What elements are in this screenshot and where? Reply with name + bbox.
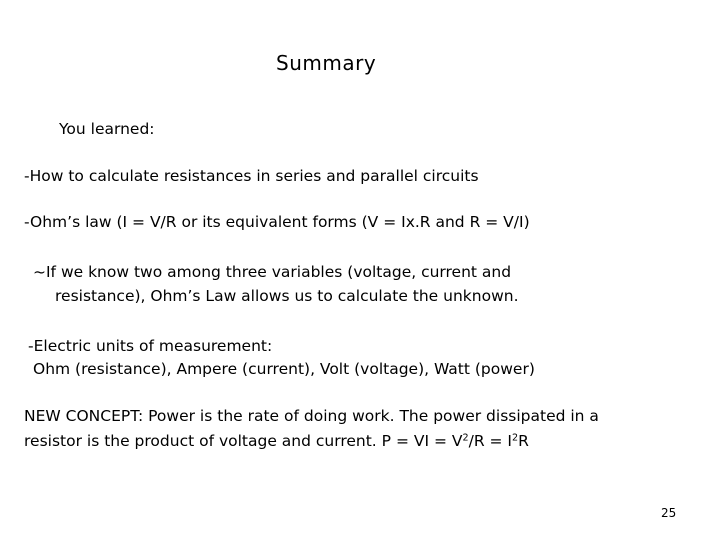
new-concept-line-2-text: resistor is the product of voltage and current. P = VI = V — [24, 432, 463, 450]
exponent-squared-1: 2 — [462, 432, 469, 444]
new-concept-line-1: NEW CONCEPT: Power is the rate of doing work. The power dissipated in a — [24, 407, 599, 425]
point-resistances: -How to calculate resistances in series and parallel circuits — [24, 167, 479, 185]
point-ohms-law: -Ohm’s law (I = V/R or its equivalent forms (V = Ix.R and R = V/I) — [24, 213, 530, 231]
formula-end: R — [518, 432, 529, 450]
slide-title: Summary — [276, 51, 377, 75]
units-list: Ohm (resistance), Ampere (current), Volt (voltage), Watt (power) — [33, 360, 535, 378]
units-heading: -Electric units of measurement: — [28, 337, 273, 355]
ohms-note-line-1: ~If we know two among three variables (voltage, current and — [33, 263, 512, 281]
page-number: 25 — [661, 506, 677, 520]
intro-text: You learned: — [59, 120, 155, 138]
formula-middle: /R = I — [468, 432, 512, 450]
new-concept-line-2 — [24, 430, 529, 453]
exponent-squared-2: 2 — [512, 432, 519, 444]
ohms-note-line-2: resistance), Ohm’s Law allows us to calculate the unknown. — [55, 287, 519, 305]
